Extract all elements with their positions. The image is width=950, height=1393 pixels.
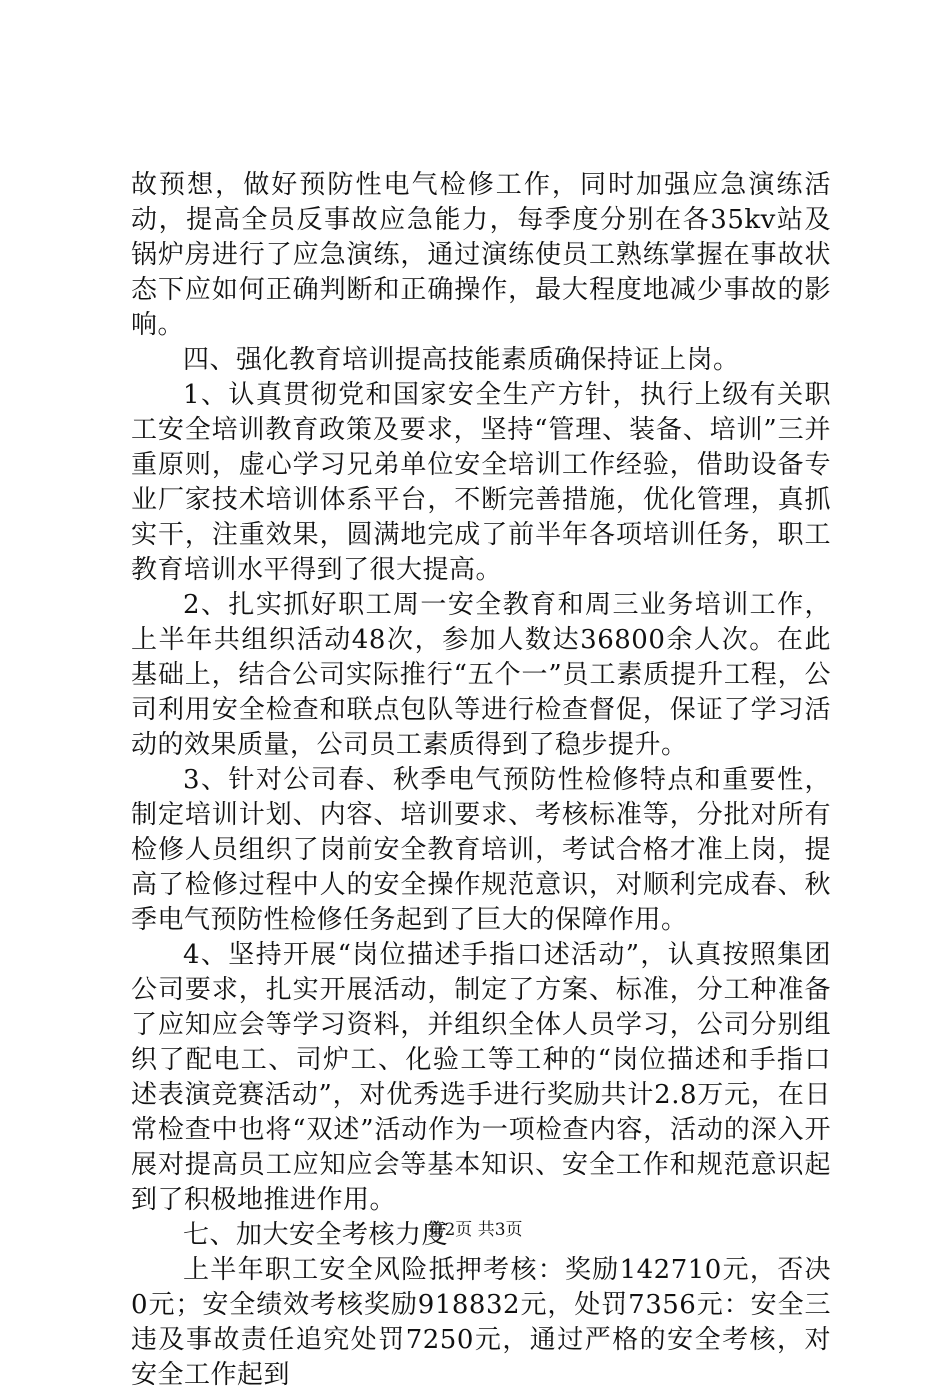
page-footer: 第2页 共3页	[427, 1220, 523, 1240]
paragraph-item-3: 3、针对公司春、秋季电气预防性检修特点和重要性，制定培训计划、内容、培训要求、考核标准等，分批对所有检修人员组织了岗前安全教育培训，考试合格才准上岗，提高了检修过程中人的安全操作规范意识，对顺利完成春、秋季电气预防性检修任务起到了巨大的保障作用。	[131, 765, 831, 935]
paragraph-assessment-results: 上半年职工安全风险抵押考核：奖励142710元，否决0元；安全绩效考核奖励918832元，处罚7356元：安全三违及事故责任追究处罚7250元，通过严格的安全考核，对安全工作起到	[131, 1255, 831, 1390]
paragraph-accident-drills: 故预想，做好预防性电气检修工作，同时加强应急演练活动，提高全员反事故应急能力，每季度分别在各35kv站及锅炉房进行了应急演练，通过演练使员工熟练掌握在事故状态下应如何正确判断和正确操作，最大程度地减少事故的影响。	[131, 170, 831, 340]
paragraph-item-4: 4、坚持开展“岗位描述手指口述活动”，认真按照集团公司要求，扎实开展活动，制定了方案、标准，分工种准备了应知应会等学习资料，并组织全体人员学习，公司分别组织了配电工、司炉工、化验工等工种的“岗位描述和手指口述表演竞赛活动”，对优秀选手进行奖励共计2.8万元，在日常检查中也将“双述”活动作为一项检查内容，活动的深入开展对提高员工应知应会等基本知识、安全工作和规范意识起到了积极地推进作用。	[131, 940, 831, 1215]
paragraph-item-1: 1、认真贯彻党和国家安全生产方针，执行上级有关职工安全培训教育政策及要求，坚持“管理、装备、培训”三并重原则，虚心学习兄弟单位安全培训工作经验，借助设备专业厂家技术培训体系平台，不断完善措施，优化管理，真抓实干，注重效果，圆满地完成了前半年各项培训任务，职工教育培训水平得到了很大提高。	[131, 380, 831, 585]
document-body	[131, 168, 831, 1393]
section-heading-education-training: 四、强化教育培训提高技能素质确保持证上岗。	[183, 345, 740, 375]
paragraph-item-2: 2、扎实抓好职工周一安全教育和周三业务培训工作，上半年共组织活动48次，参加人数达36800余人次。在此基础上，结合公司实际推行“五个一”员工素质提升工程，公司利用安全检查和联点包队等进行检查督促，保证了学习活动的效果质量，公司员工素质得到了稳步提升。	[131, 590, 831, 760]
section-heading-safety-assessment: 七、加大安全考核力度	[183, 1220, 449, 1250]
